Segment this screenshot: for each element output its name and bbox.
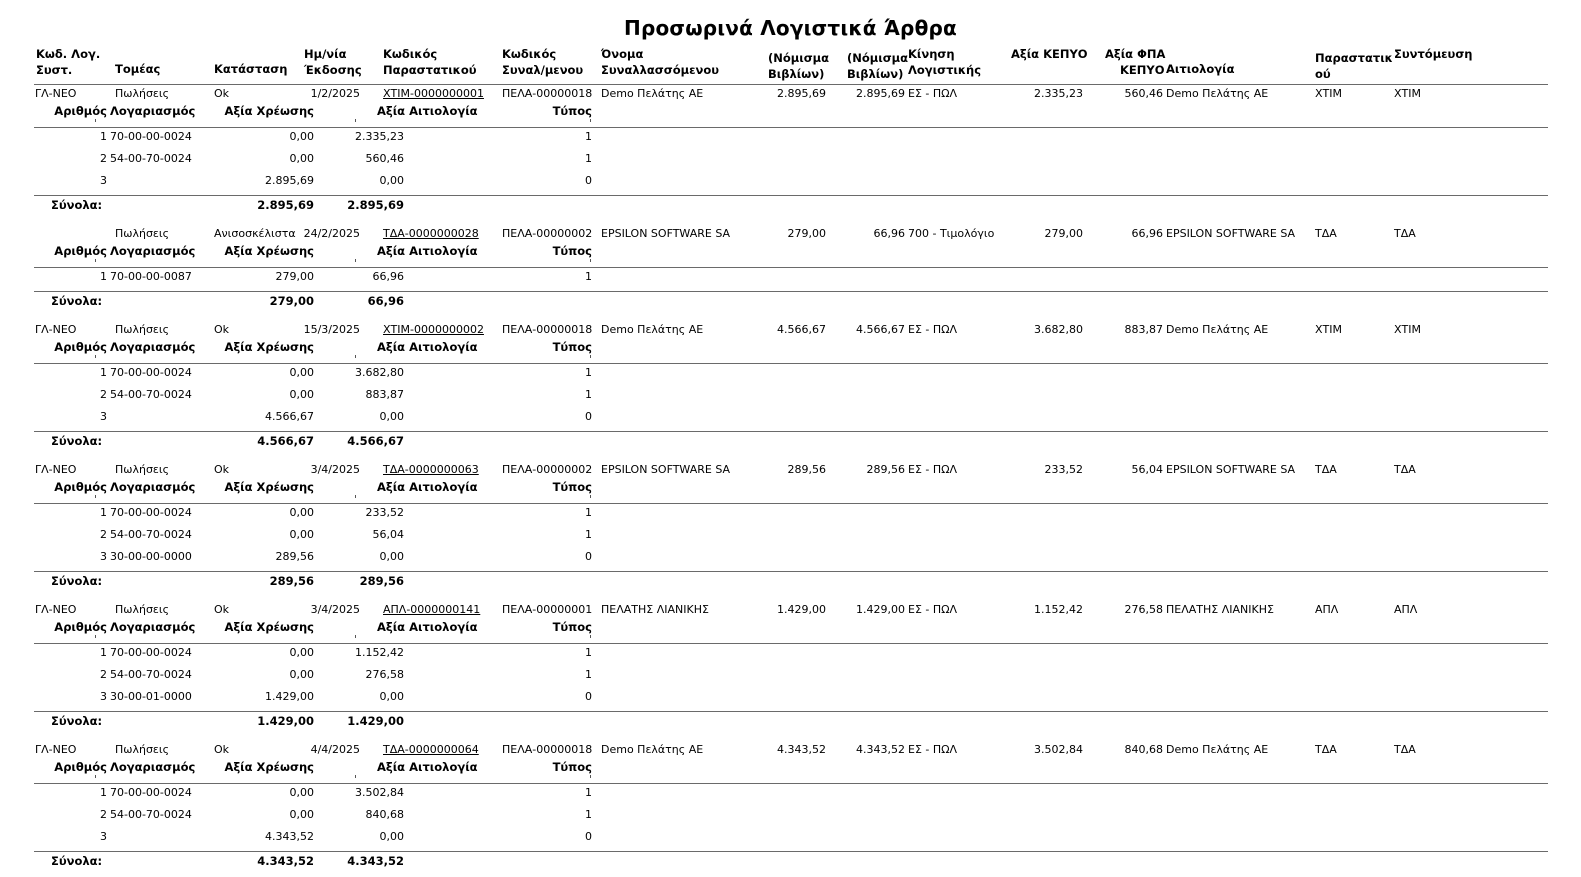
col-header-kepyo: Αξία ΚΕΠΥΟ [1011, 47, 1088, 61]
subheader-divider [34, 267, 1548, 268]
line-type: 0 [585, 410, 592, 423]
line-credit: 56,04 [372, 528, 404, 541]
col-header-document: Κωδικός Παραστατικού [383, 47, 477, 77]
totals-label: Σύνολα: [51, 294, 103, 308]
line-debit: 0,00 [289, 506, 314, 519]
line-account: 54-00-70-0024 [110, 528, 192, 541]
line-credit: 0,00 [379, 174, 404, 187]
entry-date: 1/2/2025 [310, 87, 360, 100]
line-number: 1 [100, 270, 107, 283]
subheader-account: Λογαριασμός [110, 104, 196, 118]
subheader-type: Τύπος [552, 340, 592, 354]
entry-status: Ανισοσκέλιστα [214, 227, 296, 240]
subheader-number: Αριθμός [54, 244, 107, 258]
subheader-tick [355, 635, 356, 638]
col-header-sys: Κωδ. Λογ. Συστ. [36, 47, 101, 77]
line-credit: 0,00 [379, 830, 404, 843]
line-number: 3 [100, 174, 107, 187]
totals-credit: 2.895,69 [347, 198, 404, 212]
line-debit: 279,00 [275, 270, 314, 283]
subheader-account: Λογαριασμός [110, 480, 196, 494]
entry-trader-code: ΠΕΛΑ-00000018 [502, 323, 593, 336]
line-number: 1 [100, 366, 107, 379]
entry-kepyo-value: 1.152,42 [1034, 603, 1083, 616]
line-credit: 2.335,23 [355, 130, 404, 143]
header-divider [34, 84, 1548, 85]
totals-debit: 4.566,67 [257, 434, 314, 448]
subheader-type: Τύπος [552, 480, 592, 494]
line-number: 2 [100, 808, 107, 821]
report-title: Προσωρινά Λογιστικά Άρθρα [624, 16, 957, 40]
totals-credit: 289,56 [359, 574, 404, 588]
subheader-account: Λογαριασμός [110, 340, 196, 354]
entry-trader-name: ΠΕΛΑΤΗΣ ΛΙΑΝΙΚΗΣ [601, 603, 709, 616]
line-type: 1 [585, 528, 592, 541]
entry-reason: EPSILON SOFTWARE SA [1166, 227, 1296, 240]
entry-vat-book: 4.566,67 [856, 323, 905, 336]
entry-shortcut: ΤΔΑ [1394, 463, 1416, 476]
line-account: 30-00-01-0000 [110, 690, 192, 703]
line-debit: 0,00 [289, 668, 314, 681]
col-header-trader-code: Κωδικός Συναλ/μενου [502, 47, 584, 77]
totals-label: Σύνολα: [51, 574, 103, 588]
line-type: 0 [585, 550, 592, 563]
entry-sector: Πωλήσεις [115, 463, 170, 476]
subheader-credit: Αξία Αιτιολογία [377, 620, 478, 634]
totals-label: Σύνολα: [51, 434, 103, 448]
subheader-credit: Αξία Αιτιολογία [377, 244, 478, 258]
entry-kepyo-vat: 560,46 [1124, 87, 1163, 100]
subheader-account: Λογαριασμός [110, 760, 196, 774]
subheader-tick [95, 495, 96, 498]
entry-doc-type: ΑΠΛ [1315, 603, 1339, 616]
line-type: 1 [585, 366, 592, 379]
line-type: 0 [585, 690, 592, 703]
line-credit: 0,00 [379, 550, 404, 563]
col-header-vat-kepyo: Αξία ΦΠΑ ΚΕΠΥΟ [1105, 47, 1166, 77]
entry-status: Ok [214, 323, 230, 336]
line-number: 2 [100, 152, 107, 165]
entry-reason: Demo Πελάτης ΑΕ [1166, 323, 1269, 336]
subheader-divider [34, 363, 1548, 364]
subheader-credit: Αξία Αιτιολογία [377, 480, 478, 494]
line-number: 1 [100, 786, 107, 799]
line-debit: 289,56 [275, 550, 314, 563]
subheader-divider [34, 783, 1548, 784]
subheader-number: Αριθμός [54, 760, 107, 774]
line-account: 54-00-70-0024 [110, 668, 192, 681]
entry-vat-book: 289,56 [866, 463, 905, 476]
entry-system-code: ΓΛ-ΝΕΟ [35, 463, 77, 476]
line-number: 3 [100, 690, 107, 703]
line-account: 70-00-00-0024 [110, 130, 192, 143]
subheader-tick [590, 775, 591, 778]
totals-label: Σύνολα: [51, 714, 103, 728]
line-account: 54-00-70-0024 [110, 388, 192, 401]
line-account: 54-00-70-0024 [110, 152, 192, 165]
line-type: 1 [585, 668, 592, 681]
entry-trader-code: ΠΕΛΑ-00000002 [502, 227, 593, 240]
totals-credit: 4.343,52 [347, 854, 404, 868]
entry-value-book: 2.895,69 [777, 87, 826, 100]
line-debit: 0,00 [289, 388, 314, 401]
subheader-credit: Αξία Αιτιολογία [377, 104, 478, 118]
subheader-tick [590, 495, 591, 498]
entry-vat-book: 66,96 [873, 227, 905, 240]
subheader-type: Τύπος [552, 104, 592, 118]
col-header-trader-name: Όνομα Συναλλασσόμενου [601, 47, 719, 77]
entry-document-link[interactable]: ΤΔΑ-0000000064 [383, 743, 479, 756]
line-account: 70-00-00-0024 [110, 646, 192, 659]
subheader-tick [590, 119, 591, 122]
entry-trader-code: ΠΕΛΑ-00000018 [502, 87, 593, 100]
line-credit: 66,96 [372, 270, 404, 283]
line-debit: 0,00 [289, 528, 314, 541]
entry-reason: Demo Πελάτης ΑΕ [1166, 743, 1269, 756]
entry-movement: ΕΣ - ΠΩΛ [908, 323, 958, 336]
entry-system-code: ΓΛ-ΝΕΟ [35, 323, 77, 336]
entry-sector: Πωλήσεις [115, 87, 170, 100]
entry-value-book: 4.343,52 [777, 743, 826, 756]
line-number: 1 [100, 506, 107, 519]
entry-kepyo-vat: 56,04 [1131, 463, 1163, 476]
line-number: 2 [100, 388, 107, 401]
subheader-type: Τύπος [552, 620, 592, 634]
subheader-divider [34, 643, 1548, 644]
entry-reason: EPSILON SOFTWARE SA [1166, 463, 1296, 476]
totals-debit: 2.895,69 [257, 198, 314, 212]
entry-trader-name: Demo Πελάτης ΑΕ [601, 743, 704, 756]
line-type: 0 [585, 830, 592, 843]
subheader-account: Λογαριασμός [110, 620, 196, 634]
entry-shortcut: ΧΤΙΜ [1394, 87, 1421, 100]
line-credit: 0,00 [379, 410, 404, 423]
entry-doc-type: ΤΔΑ [1315, 743, 1337, 756]
entry-trader-name: EPSILON SOFTWARE SA [601, 463, 731, 476]
entry-kepyo-vat: 276,58 [1124, 603, 1163, 616]
entry-status: Ok [214, 743, 230, 756]
subheader-tick [355, 775, 356, 778]
line-credit: 840,68 [365, 808, 404, 821]
line-debit: 4.566,67 [265, 410, 314, 423]
line-account: 54-00-70-0024 [110, 808, 192, 821]
entry-movement: 700 - Τιμολόγιο [908, 227, 995, 240]
entry-kepyo-value: 3.502,84 [1034, 743, 1083, 756]
subheader-credit: Αξία Αιτιολογία [377, 340, 478, 354]
col-header-date: Ημ/νία Έκδοσης [304, 47, 362, 77]
line-type: 1 [585, 808, 592, 821]
entry-trader-code: ΠΕΛΑ-00000018 [502, 743, 593, 756]
entry-date: 3/4/2025 [310, 603, 360, 616]
entry-document-link[interactable]: ΧΤΙΜ-0000000002 [383, 323, 484, 336]
line-type: 1 [585, 152, 592, 165]
entry-doc-type: ΧΤΙΜ [1315, 323, 1342, 336]
subheader-tick [590, 355, 591, 358]
subheader-account: Λογαριασμός [110, 244, 196, 258]
entry-reason: Demo Πελάτης ΑΕ [1166, 87, 1269, 100]
line-debit: 0,00 [289, 808, 314, 821]
entry-document-link[interactable]: ΤΔΑ-0000000063 [383, 463, 479, 476]
line-debit: 0,00 [289, 152, 314, 165]
line-type: 1 [585, 646, 592, 659]
totals-debit: 279,00 [269, 294, 314, 308]
line-credit: 1.152,42 [355, 646, 404, 659]
entry-trader-code: ΠΕΛΑ-00000001 [502, 603, 593, 616]
subheader-type: Τύπος [552, 244, 592, 258]
subheader-debit: Αξία Χρέωσης [224, 244, 314, 258]
totals-divider [34, 431, 1548, 432]
line-debit: 0,00 [289, 366, 314, 379]
subheader-number: Αριθμός [54, 480, 107, 494]
entry-date: 3/4/2025 [310, 463, 360, 476]
entry-system-code: ΓΛ-ΝΕΟ [35, 743, 77, 756]
entry-movement: ΕΣ - ΠΩΛ [908, 603, 958, 616]
subheader-tick [355, 259, 356, 262]
line-type: 1 [585, 786, 592, 799]
line-credit: 3.502,84 [355, 786, 404, 799]
entry-shortcut: ΧΤΙΜ [1394, 323, 1421, 336]
subheader-number: Αριθμός [54, 340, 107, 354]
entry-doc-type: ΧΤΙΜ [1315, 87, 1342, 100]
totals-label: Σύνολα: [51, 854, 103, 868]
line-account: 70-00-00-0087 [110, 270, 192, 283]
subheader-tick [95, 119, 96, 122]
line-type: 1 [585, 506, 592, 519]
totals-debit: 289,56 [269, 574, 314, 588]
subheader-divider [34, 503, 1548, 504]
entry-status: Ok [214, 603, 230, 616]
entry-value-book: 1.429,00 [777, 603, 826, 616]
subheader-tick [355, 495, 356, 498]
subheader-debit: Αξία Χρέωσης [224, 760, 314, 774]
subheader-tick [355, 119, 356, 122]
col-header-sector: Τομέας [115, 62, 161, 76]
subheader-number: Αριθμός [54, 620, 107, 634]
line-type: 1 [585, 270, 592, 283]
line-debit: 0,00 [289, 786, 314, 799]
totals-divider [34, 195, 1548, 196]
col-header-movement: Κίνηση Λογιστικής [908, 47, 982, 77]
line-credit: 3.682,80 [355, 366, 404, 379]
entry-document-link[interactable]: ΤΔΑ-0000000028 [383, 227, 479, 240]
entry-trader-code: ΠΕΛΑ-00000002 [502, 463, 593, 476]
line-number: 2 [100, 528, 107, 541]
entry-sector: Πωλήσεις [115, 743, 170, 756]
subheader-credit: Αξία Αιτιολογία [377, 760, 478, 774]
entry-kepyo-value: 233,52 [1044, 463, 1083, 476]
line-credit: 883,87 [365, 388, 404, 401]
totals-divider [34, 571, 1548, 572]
totals-credit: 1.429,00 [347, 714, 404, 728]
line-account: 70-00-00-0024 [110, 786, 192, 799]
entry-date: 15/3/2025 [303, 323, 360, 336]
line-debit: 4.343,52 [265, 830, 314, 843]
entry-doc-type: ΤΔΑ [1315, 227, 1337, 240]
entry-movement: ΕΣ - ΠΩΛ [908, 463, 958, 476]
entry-date: 4/4/2025 [310, 743, 360, 756]
totals-label: Σύνολα: [51, 198, 103, 212]
subheader-debit: Αξία Χρέωσης [224, 104, 314, 118]
entry-trader-name: EPSILON SOFTWARE SA [601, 227, 731, 240]
line-account: 70-00-00-0024 [110, 366, 192, 379]
entry-value-book: 4.566,67 [777, 323, 826, 336]
totals-credit: 66,96 [367, 294, 404, 308]
entry-movement: ΕΣ - ΠΩΛ [908, 743, 958, 756]
subheader-tick [95, 775, 96, 778]
subheader-tick [95, 635, 96, 638]
totals-divider [34, 711, 1548, 712]
entry-status: Ok [214, 87, 230, 100]
entry-sector: Πωλήσεις [115, 227, 170, 240]
entry-shortcut: ΑΠΛ [1394, 603, 1418, 616]
line-type: 1 [585, 130, 592, 143]
subheader-tick [590, 259, 591, 262]
line-number: 2 [100, 668, 107, 681]
col-header-status: Κατάσταση [214, 62, 288, 76]
line-debit: 2.895,69 [265, 174, 314, 187]
entry-shortcut: ΤΔΑ [1394, 227, 1416, 240]
totals-debit: 1.429,00 [257, 714, 314, 728]
entry-document-link[interactable]: ΧΤΙΜ-0000000001 [383, 87, 484, 100]
subheader-divider [34, 127, 1548, 128]
subheader-tick [590, 635, 591, 638]
line-credit: 560,46 [365, 152, 404, 165]
subheader-debit: Αξία Χρέωσης [224, 340, 314, 354]
entry-trader-name: Demo Πελάτης ΑΕ [601, 323, 704, 336]
col-header-value-book: (Νόμισμα Βιβλίων) [768, 51, 830, 81]
entry-value-book: 279,00 [787, 227, 826, 240]
entry-kepyo-vat: 883,87 [1124, 323, 1163, 336]
line-number: 3 [100, 410, 107, 423]
totals-credit: 4.566,67 [347, 434, 404, 448]
subheader-debit: Αξία Χρέωσης [224, 620, 314, 634]
entry-document-link[interactable]: ΑΠΛ-0000000141 [383, 603, 481, 616]
entry-system-code: ΓΛ-ΝΕΟ [35, 87, 77, 100]
entry-system-code: ΓΛ-ΝΕΟ [35, 603, 77, 616]
entry-trader-name: Demo Πελάτης ΑΕ [601, 87, 704, 100]
line-type: 0 [585, 174, 592, 187]
entry-reason: ΠΕΛΑΤΗΣ ΛΙΑΝΙΚΗΣ [1166, 603, 1274, 616]
entry-shortcut: ΤΔΑ [1394, 743, 1416, 756]
line-debit: 0,00 [289, 130, 314, 143]
entry-kepyo-value: 279,00 [1044, 227, 1083, 240]
line-debit: 1.429,00 [265, 690, 314, 703]
entry-kepyo-value: 3.682,80 [1034, 323, 1083, 336]
entry-sector: Πωλήσεις [115, 603, 170, 616]
entry-status: Ok [214, 463, 230, 476]
subheader-tick [95, 355, 96, 358]
entry-movement: ΕΣ - ΠΩΛ [908, 87, 958, 100]
line-credit: 0,00 [379, 690, 404, 703]
col-header-reason: Αιτιολογία [1166, 62, 1235, 76]
line-number: 3 [100, 830, 107, 843]
col-header-shortcut: Συντόμευση [1394, 47, 1473, 61]
totals-divider [34, 291, 1548, 292]
line-number: 1 [100, 130, 107, 143]
line-number: 3 [100, 550, 107, 563]
subheader-tick [95, 259, 96, 262]
entry-date: 24/2/2025 [303, 227, 360, 240]
line-number: 1 [100, 646, 107, 659]
col-header-doc-type: Παραστατικ ού [1315, 51, 1393, 81]
line-credit: 276,58 [365, 668, 404, 681]
entry-vat-book: 4.343,52 [856, 743, 905, 756]
totals-divider [34, 851, 1548, 852]
subheader-tick [355, 355, 356, 358]
line-account: 30-00-00-0000 [110, 550, 192, 563]
entry-kepyo-vat: 840,68 [1124, 743, 1163, 756]
entry-vat-book: 2.895,69 [856, 87, 905, 100]
line-credit: 233,52 [365, 506, 404, 519]
line-debit: 0,00 [289, 646, 314, 659]
subheader-number: Αριθμός [54, 104, 107, 118]
entry-kepyo-value: 2.335,23 [1034, 87, 1083, 100]
entry-vat-book: 1.429,00 [856, 603, 905, 616]
entry-kepyo-vat: 66,96 [1131, 227, 1163, 240]
entry-sector: Πωλήσεις [115, 323, 170, 336]
entry-value-book: 289,56 [787, 463, 826, 476]
col-header-vat-book: (Νόμισμα Βιβλίων) [847, 51, 909, 81]
subheader-type: Τύπος [552, 760, 592, 774]
line-account: 70-00-00-0024 [110, 506, 192, 519]
line-type: 1 [585, 388, 592, 401]
subheader-debit: Αξία Χρέωσης [224, 480, 314, 494]
entry-doc-type: ΤΔΑ [1315, 463, 1337, 476]
totals-debit: 4.343,52 [257, 854, 314, 868]
